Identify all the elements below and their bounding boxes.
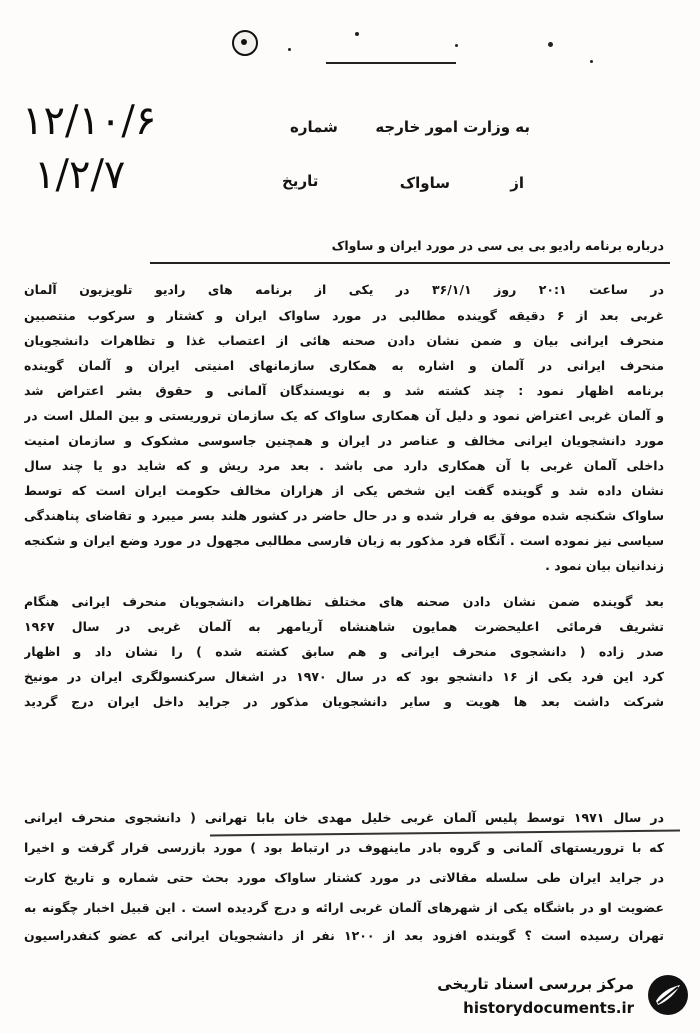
body-line: تشریف فرمائی اعلیحضرت همایون شاهنشاه آریامهر به آلمان غربی در سال ۱۹۶۷ <box>24 619 664 634</box>
body-line: و آلمان غربی اعتراض نمود و دلیل آن همکاری ساواک که یک سازمان تروریستی و بین الملل است در <box>24 408 664 423</box>
scan-speck <box>455 44 458 47</box>
scan-speck <box>355 32 359 36</box>
from-label: از <box>510 174 524 192</box>
watermark-url: historydocuments.ir <box>463 999 634 1017</box>
body-line: برنامه اظهار نمود : چند کشته شد و به نویسندگان آلمانی و حقوق بشر اعتراض شد <box>24 383 664 398</box>
body-line: منحرف ایرانی بیان و ضمن نشان دادن صحنه هائی از اعتصاب غذا و تظاهرات دانشجویان <box>24 333 664 348</box>
scan-speck <box>548 42 553 47</box>
body-line: نشان داده شد و گوینده گفت این شخص یکی از هزاران مخالف حکومت ایران است که توسط <box>24 483 664 498</box>
watermark-name: مرکز بررسی اسناد تاریخی <box>437 975 634 993</box>
subject-underline <box>150 262 670 264</box>
body-line: زندانیان بیان نمود . <box>545 558 664 573</box>
number-label: شماره <box>290 118 338 136</box>
body-line: منحرف ایرانی در آلمان و اشاره به همکاری سازمانهای امنیتی ایران و آلمان گوینده <box>24 358 664 373</box>
body-line: صدر زاده ( دانشجوی منحرف ایرانی و هم سابق کشته شده ) را نشان داد و اظهار <box>24 644 664 659</box>
body-line: عضویت او در باشگاه یکی از شهرهای آلمان غربی ارائه و درج گردیده است . این قبیل اخبار چگونه به <box>24 900 664 915</box>
date-label: تاریخ <box>282 172 319 190</box>
book-pen-logo-icon <box>646 973 690 1017</box>
emblem-icon <box>232 30 258 56</box>
body-line: مورد دانشجویان ایرانی مخالف و عناصر در ایران و همچنین جاسوسی مشکوک و سازمان امنیت <box>24 433 664 448</box>
body-line: در سال ۱۹۷۱ توسط پلیس آلمان غربی خلیل مهدی خان بابا تهرانی ( دانشجوی منحرف ایرانی <box>24 810 664 825</box>
body-line: که با تروریستهای آلمانی و گروه بادر ماینهوف در ارتباط بود ) مورد بازرسی قرار گرفت و اخیرا <box>24 840 664 855</box>
body-line: ساواک شکنجه شده موفق به فرار شده و در حال حاضر در کشور هلند بسر میبرد و تقاضای پناهندگی <box>24 508 664 523</box>
handwritten-number: ۱۲/۱۰/۶ <box>22 98 157 144</box>
header-rule <box>326 62 456 64</box>
recipient-label: به وزارت امور خارجه <box>375 118 530 136</box>
body-line: تهران رسیده است ؟ گوینده افزود بعد از ۱۲۰۰ نفر از دانشجویان ایرانی که عضو کنفدراسیون <box>24 928 664 943</box>
scan-speck <box>288 48 291 51</box>
body-line: در ساعت ۲۰:۱ روز ۳۶/۱/۱ در یکی از برنامه های رادیو تلویزیون آلمان <box>24 282 664 297</box>
body-line: سیاسی نیز نموده است . آنگاه فرد مذکور به زبان فارسی مطالبی مجهول در مورد وضع ایران و شکنجه <box>24 533 664 548</box>
scan-speck <box>590 60 593 63</box>
body-line: بعد گوینده ضمن نشان دادن صحنه های مختلف تظاهرات دانشجویان منحرف ایرانی هنگام <box>24 594 664 609</box>
body-line: داخلی آلمان غربی با آن همکاری دارد می باشد . بعد مرد ریش و که شاید دو یا چند سال <box>24 458 664 473</box>
body-line: در جراید ایران طی سلسله مقالاتی در مورد کشتار ساواک مورد بحث حتی شماره و تاریخ کارت <box>24 870 664 885</box>
from-value: ساواک <box>399 174 450 192</box>
handwritten-date: ۱/۲/۷ <box>34 152 126 198</box>
body-line: شرکت داشت بعد ها هویت و سایر دانشجویان مذکور در جراید داخل ایران درج گردید <box>24 694 664 709</box>
subject-line: درباره برنامه رادیو بی بی سی در مورد ایران و ساواک <box>331 238 664 253</box>
watermark <box>404 971 694 1021</box>
pen-underline <box>210 830 680 837</box>
body-line: کرد این فرد یکی از ۱۶ دانشجو بود که در سال ۱۹۷۰ در اشغال سرکنسولگری ایران در مونیخ <box>24 669 664 684</box>
body-line: غربی بعد از ۶ دقیقه گوینده مطالبی در مورد ساواک ایران و کشتار و سرکوب منتصبین <box>24 308 664 323</box>
